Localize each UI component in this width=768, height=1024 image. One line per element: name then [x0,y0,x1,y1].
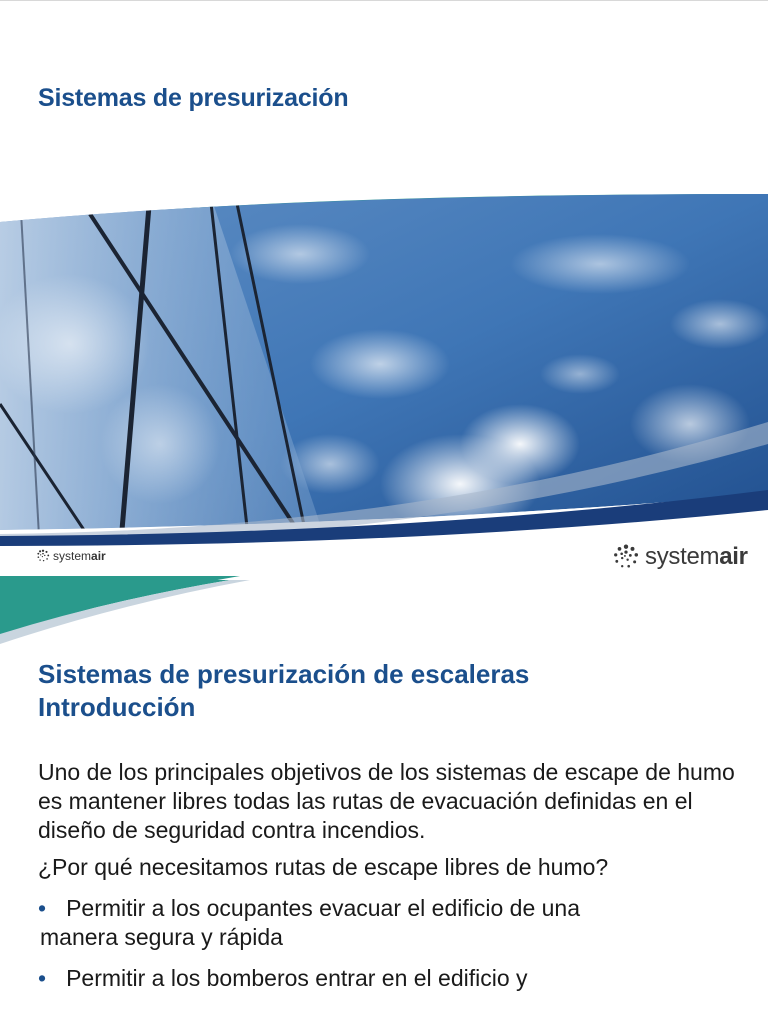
cover-title: Sistemas de presurización [38,84,349,112]
systemair-mark-icon [613,544,639,570]
bullet-icon: • [38,895,47,921]
heading-line-2: Introducción [38,692,196,722]
slide-heading [38,658,529,724]
heading-line-1: Sistemas de presurización de escaleras [38,659,530,689]
slide-introduction [0,576,768,1024]
question-text: ¿Por qué necesitamos rutas de escape libres de humo? [38,854,609,880]
bullet-text-line1: Permitir a los bomberos entrar en el edificio y [66,965,528,991]
systemair-logo-small [36,549,106,563]
sky-building-banner [0,194,768,554]
bullet-text-line2: manera segura y rápida [40,924,283,950]
bullet-item [38,964,738,993]
systemair-logo-large [613,543,748,571]
bullet-text-line1: Permitir a los ocupantes evacuar el edificio de una [66,895,581,921]
bullet-item [38,894,738,952]
intro-paragraph: Uno de los principales objetivos de los sistemas de escape de humo es mantener libres todas las rutas de evacuación definidas en el diseño de seguridad contra incendios. [38,759,735,843]
top-swoosh-decoration [0,576,768,646]
slide-body [38,758,738,993]
logo-large-text: systemair [645,543,748,570]
systemair-mark-icon [36,549,50,563]
top-border [0,0,768,1]
bullet-icon: • [38,965,47,991]
logo-small-text: systemair [53,549,106,563]
